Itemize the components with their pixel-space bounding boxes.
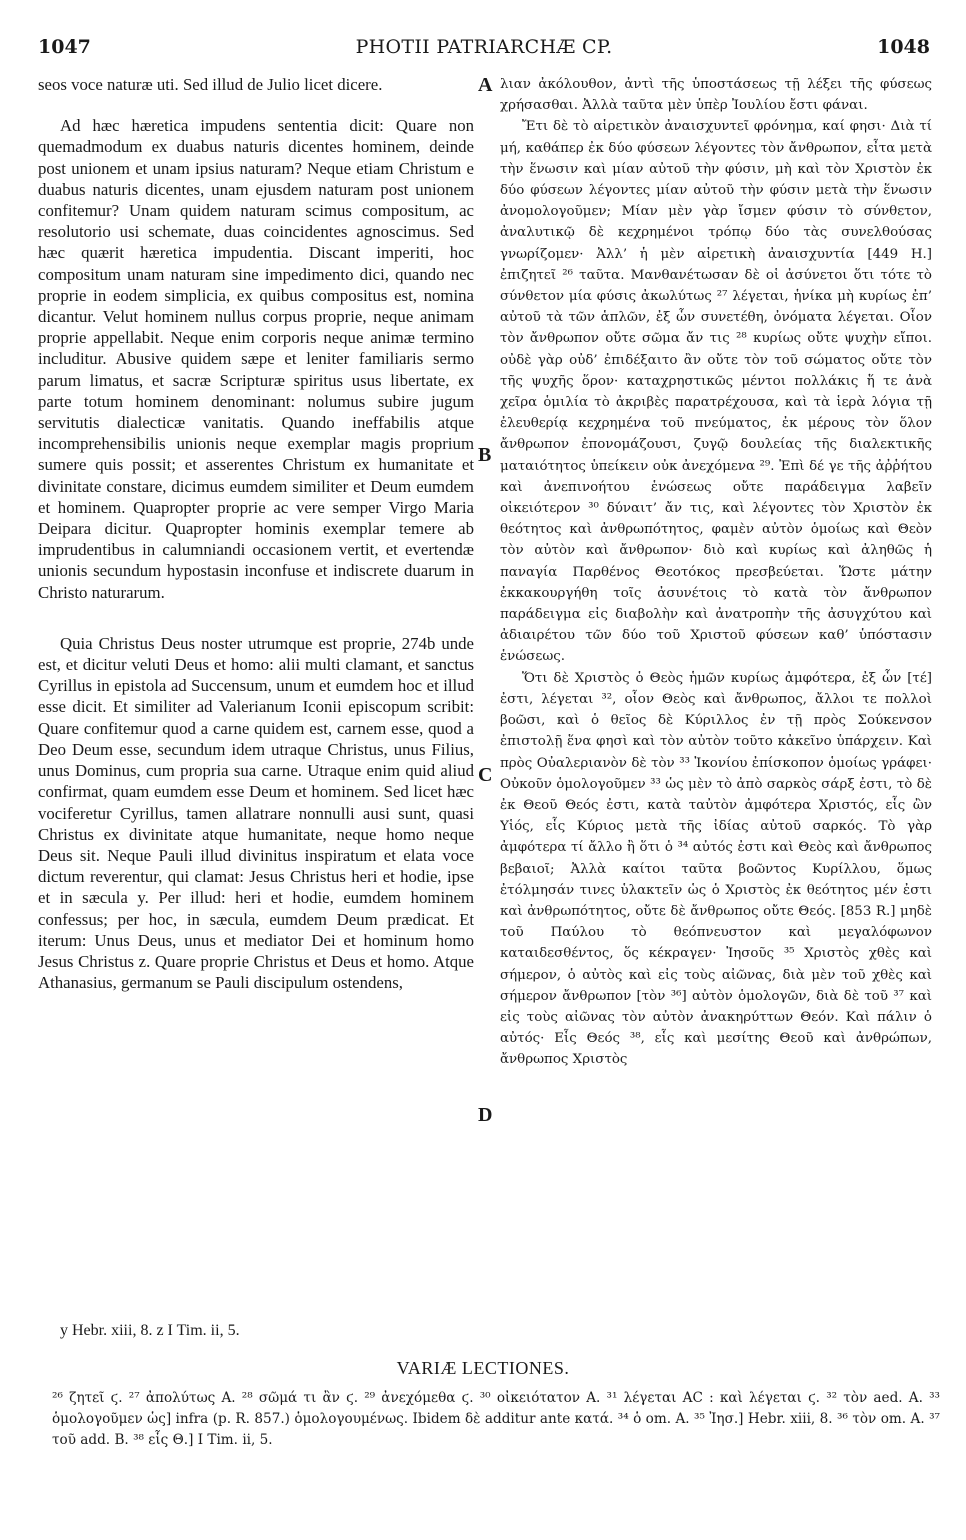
latin-column (38, 74, 474, 1254)
margin-marker-c: C (478, 764, 493, 786)
greek-paragraph: Ἔτι δὲ τὸ αἱρετικὸν ἀναισχυντεῖ φρόνημα, καί φησι· Διὰ τί μή, καθάπερ ἐκ δύο φύσεων λέγοντες τὸν ἄνθρωπον, εἶτα μετὰ τὴν ἕνωσιν καὶ μίαν αὐτοῦ τὴν φύσιν, μὴ καὶ τὸν Χριστὸν ἐκ δύο φύσεων λέγοντες μίαν αὐτοῦ τὴν φύσιν μετὰ τὴν ἕνωσιν ἀνομολογοῦμεν; Μίαν μὲν γὰρ ἴσμεν φύσιν τὸ σύνθετον, ἀναλυτικῷ δὲ κεχρημένοι τρόπῳ δύο τὰς συνελθούσας γνωρίζομεν· Ἀλλ’ ἡ μὲν αἱρετικὴ ἀναισχυντία [449 H.] ἐπιζητεῖ ²⁶ ταῦτα. Μανθανέτωσαν δὲ οἱ ἀσύνετοι ὅτι τότε τὸ σύνθετον μία φύσις ἀκωλύτως ²⁷ λέγεται, ἡνίκα μὴ κυρίως ἐπ’ αὐτοῦ τὰ τῶν ἁπλῶν, ἐξ ὧν συνετέθη, ὀνόματα λέγεται. Οἷον τὸν ἄνθρωπον οὔτε σῶμα ἄν τις ²⁸ κυρίως οὔτε ψυχὴν εἴποι. οὐδὲ γὰρ οὐδ’ ἐπιδέξαιτο ἂν οὔτε τὸν τοῦ σώματος οὔτε τὸν τῆς ψυχῆς ὅρον· καταχρηστικῶς μέντοι πολλάκις ἥ τε ἀνὰ χεῖρα ὁμιλία τὸ ἀκριβὲς παρατρέχουσα, καὶ τὰ ἱερὰ λόγια τῇ ἐλευθερίᾳ κεχρημένα τοῦ πνεύματος, ἐκ μέρους τὸν ὅλον ἄνθρωπον ἐπονομάζουσι, ζυγῷ δουλείας τῆς διαλεκτικῆς ματαιότητος ὑπείκειν οὐκ ἀνεχόμενα ²⁹. Ἐπὶ δέ γε τῆς ἀῤῥήτου καὶ ἀνεπινοήτου ἑνώσεως οὔτε παράδειγμα λαβεῖν οἰκειότερον ³⁰ δύναιτ’ ἄν τις, καὶ λέγοντες τὸν Χριστὸν ἐκ θεότητος καὶ ἀνθρωπότητος, φαμὲν αὐτὸν ὁμοίως καὶ Θεὸν τὸν αὐτὸν καὶ ἄνθρωπον· διὸ καὶ κυρίως καὶ ἀληθῶς ἡ παναγία Παρθένος Θεοτόκος πρεσβεύεται. Ὥστε μάτην ἐκκακουργήθη τοῖς ἀσυνέτοις τὸ κατὰ τὸν ἄνθρωπον παράδειγμα εἰς διαβολὴν καὶ ἀνατροπὴν τῆς ἀσυγχύτου καὶ ἀδιαιρέτου τῶν δύο τοῦ Χριστοῦ φύσεων καθ’ ὑπόστασιν ἑνώσεως. (500, 119, 932, 665)
running-title: PHOTII PATRIARCHÆ CP. (355, 36, 613, 58)
latin-paragraph: Quia Christus Deus noster utrumque est proprie, 274b unde est, et dicitur veluti Deus et homo: alii multi clamant, et sanctus Cyrillus in epistola ad Succensum, unum et eumdem hoc et illud esse dicit. Et similiter ad Valerianum Iconii episcopum scribit: Quare confitemur quod a carne quidem est, carnem esse, quod a Deo Deum esse, secundum idem utraque Christus, unus Filius, unus Dominus, cum propria sua carne. Utraque enim quid aliud confirmat, quam eumdem esse Deum et hominem. Sed licet hæc vociferetur Cyrillus, tamen allatrare nonnulli ausi sunt, quasi Christus ex divinitate atque humanitate, neque homo neque Deus sit. Neque Pauli illud divinitus inspiratum et elata voce dictum reverentur, qui clamat: Jesus Christus heri et hodie, ipse et in sæcula y. Per illud: heri et hodie, eumdem hominem confessus; per hoc, in sæcula, eumdem Deum prædicat. Et iterum: Unus Deus, unus et mediator Dei et hominum homo Jesus Christus z. Quare proprie Christus et Deus et homo. Atque Athanasius, germanum se Pauli discipulum ostendens, (38, 633, 474, 993)
variae-lectiones-title: VARIÆ LECTIONES. (396, 1358, 570, 1378)
margin-marker-d: D (478, 1104, 493, 1126)
variae-lectiones: ²⁶ ζητεῖ ϛ. ²⁷ ἀπολύτως A. ²⁸ σῶμά τι ἂν ϛ. ²⁹ ἀνεχόμεθα ϛ. ³⁰ οἰκειότατον A. ³¹ λέγεται AC : καὶ λέγεται ϛ. ³² τὸν aed. A. ³³ ὁμολογοῦμεν ὡς] infra (p. R. 857.) ὁμολογουμένως. Ibidem δὲ additur ante κατά. ³⁴ ὁ om. A. ³⁵ Ἰησ.] Hebr. xiii, 8. ³⁶ τὸν om. A. ³⁷ τοῦ add. B. ³⁸ εἷς Θ.] I Tim. ii, 5. (52, 1390, 940, 1448)
greek-column (500, 74, 932, 1334)
latin-paragraph: seos voce naturæ uti. Sed illud de Julio licet dicere. (38, 75, 383, 94)
latin-paragraph: Ad hæc hæretica impudens sententia dicit: Quare non quemadmodum ex duabus naturis dicentes hominem, deinde post unionem et unam ipsius naturam? Neque etiam Christum e duabus naturis dicentes, unam ejusdem naturam post unionem confitemur? Unam quidem naturam scimus compositum, ac resolutorio usi schemate, duas coincidentes agnoscimus. Sed hæc quærit hæretica impudentia. Discant imperiti, hoc compositum unam naturam sine impedimento dici, quando nec proprie in eodem simplicia, ex quibus compositus est, nomina dicantur. Velut hominem nullus corpus proprie, neque animam proprie appellabit. Neque enim corporis neque animæ termino includitur. Abusive quidem sæpe et leniter familiaris sermo parum limatus, et sacræ Scripturæ spiritus usus libertate, ex parte totum hominem denominant: nolumus subire jugum servitutis dialecticæ vanitatis. Quando ineffabilis atque incomprehensibilis unionis neque exemplar magis proprium sumere quis possit; et asserentes Christum ex humanitate et divinitate constare, dicimus eumdem similiter et Deum eumdem et hominem. Quapropter proprie ac vere semper Virgo Maria Deipara dicitur. Quapropter hominis exemplar temere ab imprudentibus in calumniandi occasionem vertit, et evertendæ unionis secundum hypostasin inconfuse et indiscrete duarum in Christo naturarum. (38, 116, 474, 602)
page-number-left: 1047 (38, 36, 91, 58)
greek-paragraph: λιαν ἀκόλουθον, ἀντὶ τῆς ὑποστάσεως τῇ λέξει τῆς φύσεως χρήσασθαι. Ἀλλὰ ταῦτα μὲν ὑπὲρ Ἰουλίου ἔστι φάναι. (500, 77, 932, 114)
greek-paragraph: Ὅτι δὲ Χριστὸς ὁ Θεὸς ἡμῶν κυρίως ἀμφότερα, ἐξ ὧν [τέ] ἐστι, λέγεται ³², οἷον Θεὸς καὶ ἄνθρωπος, ἄλλοι τε πολλοὶ βοῶσι, καὶ ὁ θεῖος δὲ Κύριλλος ἐν τῇ πρὸς Σούκενσον ἐπιστολῇ ἕνα φησὶ καὶ τὸν αὐτὸν τοῦτο κἀκεῖνο ὑπάρχειν. Καὶ πρὸς Οὐαλεριανὸν δὲ τὸν ³³ Ἰκονίου ἐπίσκοπον ὁμοίως γράφει· Οὐκοῦν ὁμολογοῦμεν ³³ ὡς μὲν τὸ ἀπὸ σαρκὸς σάρξ ἐστι, τὸ δὲ ἐκ Θεοῦ Θεός ἐστι, κατὰ ταὐτὸν ἀμφότερα Χριστός, εἷς ὢν Υἱός, εἷς Κύριος μετὰ τῆς ἰδίας αὐτοῦ σαρκός. Τὸ γὰρ ἀμφότερα τί ἄλλο ἢ ὅτι ὁ ³⁴ αὐτός ἐστι καὶ Θεὸς καὶ ἄνθρωπος βεβαιοῖ; Ἀλλὰ καίτοι ταῦτα βοῶντος Κυρίλλου, ὅμως ἐτόλμησάν τινες ὑλακτεῖν ὡς ὁ Χριστὸς ἐκ θεότητος μέν ἐστι καὶ ἀνθρωπότητος, οὔτε δὲ ἄνθρωπος οὔτε Θεός. [853 R.] μηδὲ τοῦ Παύλου τὸ θεόπνευστον καὶ μεγαλόφωνον καταιδεσθέντος, ὅς κέκραγεν· Ἰησοῦς ³⁵ Χριστὸς χθὲς καὶ σήμερον, ὁ αὐτὸς καὶ εἰς τοὺς αἰῶνας, διὰ μὲν τοῦ χθὲς καὶ σήμερον ἄνθρωπον [τὸν ³⁶] αὐτὸν ὁμολογῶν, διὰ δὲ τοῦ ³⁷ καὶ εἰς τοὺς αἰῶνας τὸν αὐτὸν ἀνακηρύττων Θεόν. Καὶ πάλιν ὁ αὐτός· Εἷς Θεός ³⁸, εἷς καὶ μεσίτης Θεοῦ καὶ ἀνθρώπων, ἄνθρωπος Χριστὸς (500, 670, 932, 1068)
footnote: y Hebr. xiii, 8. z I Tim. ii, 5. (60, 1322, 240, 1339)
margin-marker-b: B (478, 444, 492, 466)
page-number-right: 1048 (877, 36, 930, 58)
page-header (38, 36, 930, 62)
margin-marker-a: A (478, 74, 493, 96)
